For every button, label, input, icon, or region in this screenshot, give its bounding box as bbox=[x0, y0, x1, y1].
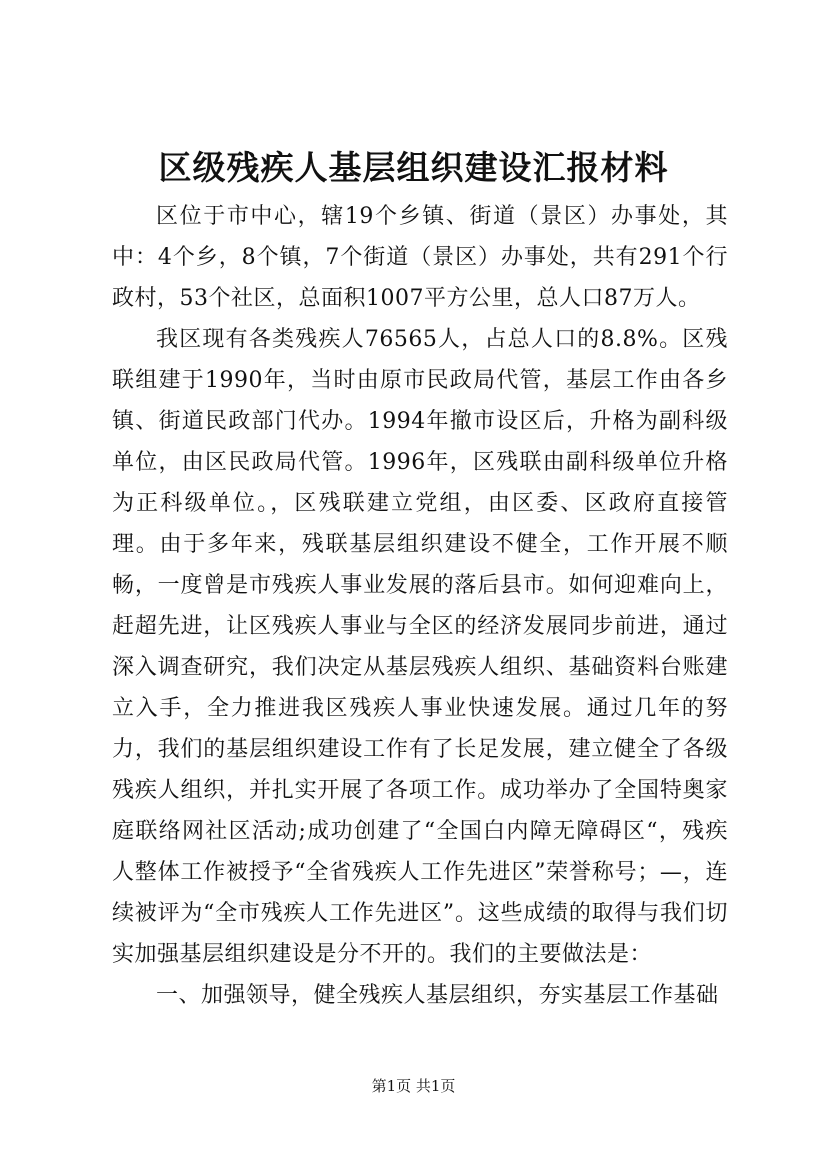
paragraph-history: 我区现有各类残疾人76565人，占总人口的8.8%。区残联组建于1990年，当时由原市民政局代管，基层工作由各乡镇、街道民政部门代办。1994年撤市设区后，升格为副科级单位，由区民政局代管。1996年，区残联由副科级单位升格为正科级单位。，区残联建立党组，由区委、区政府直接管理。由于多年来，残联基层组织建设不健全，工作开展不顺畅，一度曾是市残疾人事业发展的落后县市。如何迎难向上，赶超先进，让区残疾人事业与全区的经济发展同步前进，通过深入调查研究，我们决定从基层残疾人组织、基础资料台账建立入手，全力推进我区残疾人事业快速发展。通过几年的努力，我们的基层组织建设工作有了长足发展，建立健全了各级残疾人组织，并扎实开展了各项工作。成功举办了全国特奥家庭联络网社区活动;成功创建了“全国白内障无障碍区“，残疾人整体工作被授予“全省残疾人工作先进区”荣誉称号；—，连续被评为“全市残疾人工作先进区”。这些成绩的取得与我们切实加强基层组织建设是分不开的。我们的主要做法是： bbox=[112, 327, 728, 967]
document-body bbox=[112, 196, 728, 1016]
paragraph-overview: 区位于市中心，辖19个乡镇、街道（景区）办事处，其中：4个乡，8个镇，7个街道（景区）办事处，共有291个行政村，53个社区，总面积1007平方公里，总人口87万人。 bbox=[112, 204, 728, 311]
section-heading-1: 一、加强领导，健全残疾人基层组织，夯实基层工作基础 bbox=[156, 983, 719, 1008]
document-title: 区级残疾人基层组织建设汇报材料 bbox=[158, 148, 669, 187]
page-footer: 第1页 共1页 bbox=[371, 1077, 456, 1095]
